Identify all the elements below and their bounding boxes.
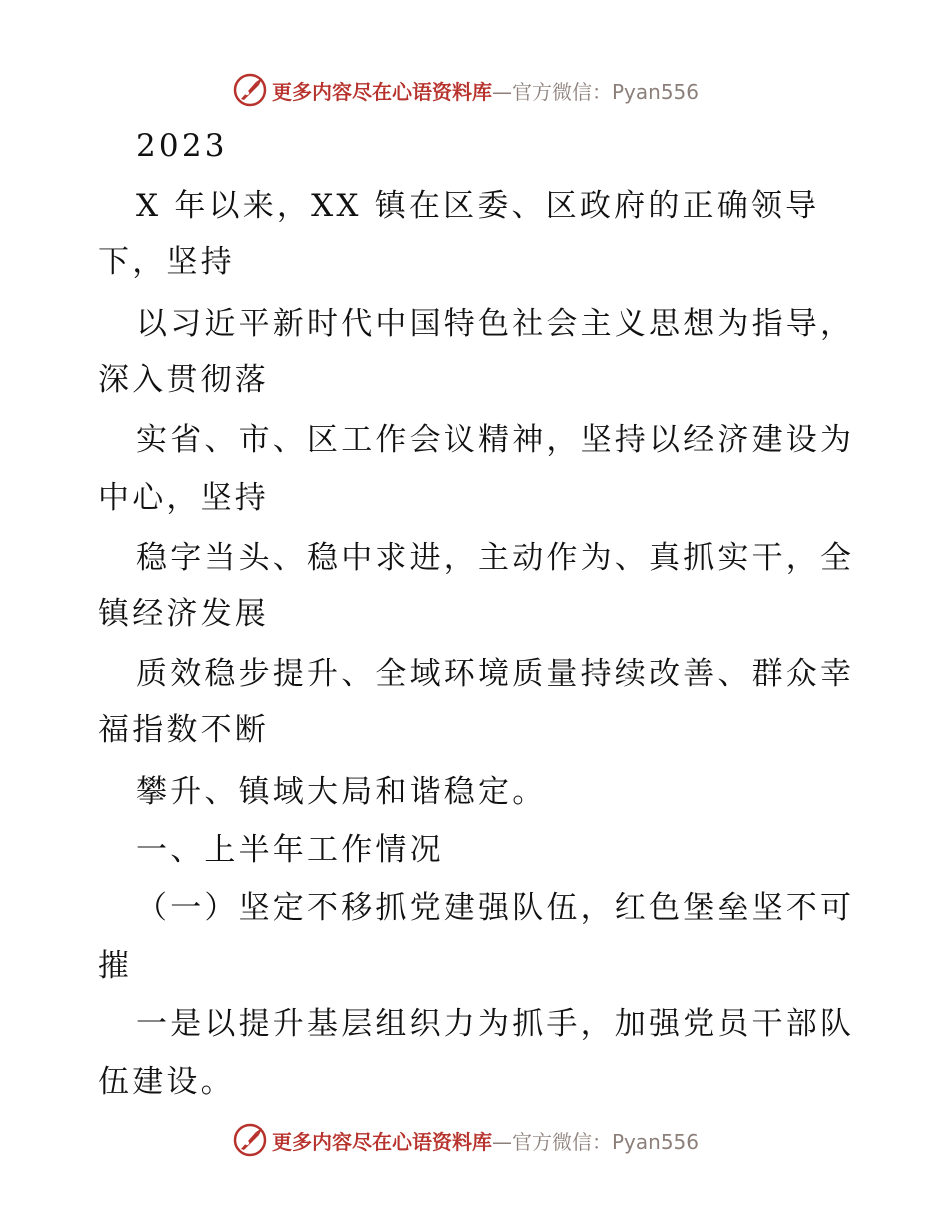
document-line: 以习近平新时代中国特色社会主义思想为指导，: [136, 306, 855, 342]
document-line: 实省、市、区工作会议精神，坚持以经济建设为: [136, 422, 855, 458]
subsection-heading: （一）坚定不移抓党建强队伍，红色堡垒坚不可: [136, 890, 855, 926]
watermark-wechat-text: —官方微信：Pyan556: [492, 79, 700, 104]
document-line: 福指数不断: [98, 712, 269, 748]
header-watermark: [232, 70, 699, 110]
document-line: 伍建设。: [98, 1064, 235, 1100]
quill-pen-logo-icon: [232, 1122, 268, 1158]
section-heading: 一、上半年工作情况: [136, 832, 444, 868]
document-line: 攀升、镇域大局和谐稳定。: [136, 774, 547, 810]
document-line: 中心，坚持: [98, 480, 269, 516]
document-line: 稳字当头、稳中求进，主动作为、真抓实干，全: [136, 540, 855, 576]
watermark-brand-text: 更多内容尽在心语资料库: [272, 1129, 492, 1154]
document-line: 一是以提升基层组织力为抓手，加强党员干部队: [136, 1006, 855, 1042]
document-line: 2023: [136, 128, 228, 164]
watermark-brand-text: 更多内容尽在心语资料库: [272, 79, 492, 104]
quill-pen-logo-icon: [232, 72, 268, 108]
document-line: X 年以来，XX 镇在区委、区政府的正确领导: [136, 188, 820, 224]
watermark-wechat-text: —官方微信：Pyan556: [492, 1129, 700, 1154]
document-line: 下，坚持: [98, 244, 235, 280]
document-line: 深入贯彻落: [98, 362, 269, 398]
document-line: 镇经济发展: [98, 596, 269, 632]
subsection-heading-continued: 摧: [98, 948, 133, 984]
footer-watermark: [232, 1120, 699, 1160]
document-line: 质效稳步提升、全域环境质量持续改善、群众幸: [136, 656, 855, 692]
